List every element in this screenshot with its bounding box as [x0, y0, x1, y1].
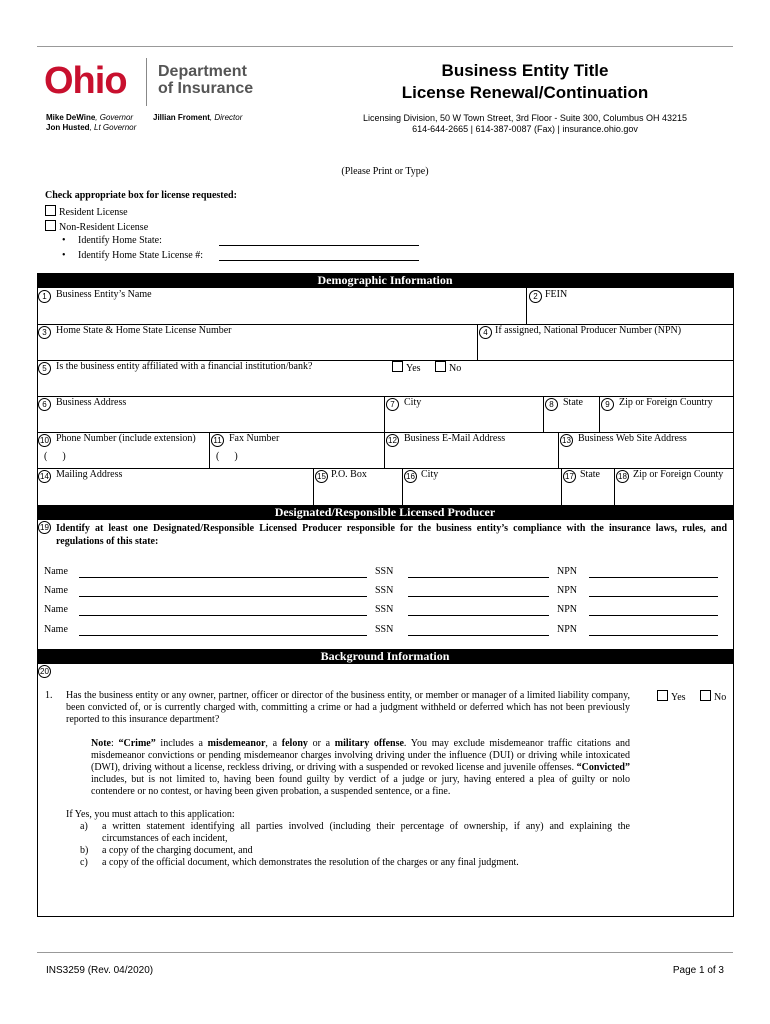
po-box-label: P.O. Box: [331, 469, 367, 480]
producer-npn-input[interactable]: [589, 596, 718, 597]
mailing-zip-label: Zip or Foreign County: [633, 469, 724, 480]
field-number-16: 16: [404, 470, 417, 483]
note-text: :: [111, 738, 119, 749]
divider: [402, 468, 403, 505]
divider: [599, 396, 600, 432]
officials-left: [46, 113, 136, 133]
fein-label: FEIN: [545, 289, 568, 300]
divider: [384, 432, 385, 468]
resident-license-option[interactable]: [45, 205, 128, 218]
divider: [543, 396, 544, 432]
dept-line-1: Department: [158, 63, 247, 80]
governor: Mike DeWine, Governor: [46, 113, 134, 122]
website-label: Business Web Site Address: [578, 433, 687, 444]
paren: ): [234, 451, 238, 462]
home-state-license-item: • Identify Home State License #:: [62, 250, 203, 261]
felony-term: felony: [281, 738, 308, 749]
npn-label: NPN: [557, 624, 578, 635]
paren: (: [216, 451, 220, 462]
producer-name-input[interactable]: [79, 635, 367, 636]
military-term: military offense: [334, 738, 404, 749]
ohio-logo: Ohio: [44, 60, 127, 102]
crime-note: [91, 738, 630, 798]
resident-checkbox[interactable]: [45, 205, 56, 216]
field-number-9: 9: [601, 398, 614, 411]
crime-term: “Crime”: [118, 738, 156, 749]
name-label: Name: [44, 585, 68, 596]
question-no[interactable]: [700, 690, 726, 703]
form-id: INS3259 (Rev. 04/2020): [46, 965, 154, 976]
field-number-2: 2: [529, 290, 542, 303]
field-number-8: 8: [545, 398, 558, 411]
affiliation-no[interactable]: [435, 361, 461, 374]
attachment-b: a copy of the charging document, and: [102, 845, 253, 856]
top-rule: [37, 46, 733, 47]
contact-line: 614-644-2665 | 614-387-0087 (Fax) | insurance.ohio.gov: [412, 124, 638, 134]
field-number-10: 10: [38, 434, 51, 447]
no-label: No: [714, 692, 727, 703]
director: Jillian Froment, Director: [153, 113, 243, 122]
producer-ssn-input[interactable]: [408, 635, 549, 636]
home-state-item: • Identify Home State:: [62, 235, 162, 246]
field-number-1: 1: [38, 290, 51, 303]
city-label: City: [404, 397, 422, 408]
name-label: Name: [44, 566, 68, 577]
producer-ssn-input[interactable]: [408, 615, 549, 616]
logo-divider: [146, 58, 147, 106]
business-address-label: Business Address: [56, 397, 127, 408]
question-yes[interactable]: [657, 690, 686, 703]
ssn-label: SSN: [375, 604, 394, 615]
ssn-label: SSN: [375, 624, 394, 635]
divider: [614, 468, 615, 505]
field-number-20: 20: [38, 665, 51, 678]
producer-ssn-input[interactable]: [408, 577, 549, 578]
producer-npn-input[interactable]: [589, 615, 718, 616]
nonresident-checkbox[interactable]: [45, 220, 56, 231]
nonresident-license-option[interactable]: [45, 220, 148, 233]
convicted-term: “Convicted”: [576, 762, 630, 773]
note-text: . You may exclude misdemeanor traffic citations and misdemeanor convictions or pending misdemeanor charges involving driving under the influence (DUI) or driving while intoxicated (DWI), driving without a license, reckless driving, or driving with a suspended or revoked license and juvenile offenses.: [91, 738, 630, 773]
attachment-a-label: a): [80, 821, 88, 832]
ssn-label: SSN: [375, 585, 394, 596]
paren: ): [62, 451, 66, 462]
if-yes-instruction: If Yes, you must attach to this application:: [66, 809, 235, 820]
home-state-license-input[interactable]: [219, 260, 419, 261]
divider: [526, 288, 527, 324]
divider: [561, 468, 562, 505]
home-state-license-label: Identify Home State License #:: [78, 250, 203, 261]
field-number-12: 12: [386, 434, 399, 447]
zip-label: Zip or Foreign Country: [619, 397, 713, 408]
attachment-c-label: c): [80, 857, 88, 868]
field-number-18: 18: [616, 470, 629, 483]
criminal-history-question: Has the business entity or any owner, partner, officer or director of the business entity, or member or manager of a limited liability company, been convicted of, or is currently charged with, committing a crime or had a judgment withheld or deferred which has not been previously reported to this insurance department?: [66, 690, 630, 725]
department-name: [158, 63, 253, 97]
nonresident-label: Non-Resident License: [59, 222, 149, 233]
npn-label: NPN: [557, 566, 578, 577]
field-number-14: 14: [38, 470, 51, 483]
note-text: includes, but is not limited to, having been found guilty by verdict of a judge or jury, having entered a plea of guilty or nolo contendere or no contest, or having been given probation, a suspended sentence, or a fine.: [91, 774, 630, 797]
page-number: Page 1 of 3: [672, 965, 724, 976]
row-divider: [37, 468, 733, 469]
name-label: Name: [44, 604, 68, 615]
background-header: Background Information: [37, 649, 733, 664]
no-label: No: [449, 363, 462, 374]
question-no-checkbox[interactable]: [700, 690, 711, 701]
mailing-city-label: City: [421, 469, 439, 480]
npn-label: If assigned, National Producer Number (NPN): [495, 325, 682, 336]
note-text: includes a: [155, 738, 208, 749]
home-state-license-number-label: Home State & Home State License Number: [56, 325, 232, 336]
fax-area-code[interactable]: [216, 451, 238, 462]
attachment-a: a written statement identifying all parties involved (including their percentage of ownership, if any) and explaining the circumstances of each incident,: [102, 821, 630, 844]
business-name-label: Business Entity’s Name: [56, 289, 152, 300]
home-state-input[interactable]: [219, 245, 419, 246]
title-line-2: License Renewal/Continuation: [401, 83, 649, 102]
producer-header: Designated/Responsible Licensed Producer: [37, 505, 733, 520]
producer-ssn-input[interactable]: [408, 596, 549, 597]
demographic-header: Demographic Information: [37, 273, 733, 288]
affiliation-question: Is the business entity affiliated with a financial institution/bank?: [56, 361, 313, 372]
divider: [384, 396, 385, 432]
divider: [313, 468, 314, 505]
npn-label: NPN: [557, 604, 578, 615]
field-number-15: 15: [315, 470, 328, 483]
divider: [558, 432, 559, 468]
footer-rule: [37, 952, 733, 953]
producer-npn-input[interactable]: [589, 635, 718, 636]
producer-name-input[interactable]: [79, 615, 367, 616]
divider: [209, 432, 210, 468]
mailing-address-label: Mailing Address: [56, 469, 123, 480]
ssn-label: SSN: [375, 566, 394, 577]
name-label: Name: [44, 624, 68, 635]
field-number-7: 7: [386, 398, 399, 411]
attachment-b-label: b): [80, 845, 89, 856]
producer-intro: Identify at least one Designated/Responsible Licensed Producer responsible for the business entity’s compliance with the insurance laws, rules, and regulations of this state:: [56, 523, 727, 547]
field-number-13: 13: [560, 434, 573, 447]
field-number-4: 4: [479, 326, 492, 339]
title-line-1: Business Entity Title: [441, 61, 609, 80]
divider: [477, 324, 478, 360]
producer-npn-input[interactable]: [589, 577, 718, 578]
address-line: Licensing Division, 50 W Town Street, 3rd Floor - Suite 300, Columbus OH 43215: [363, 113, 687, 123]
field-number-3: 3: [38, 326, 51, 339]
field-number-17: 17: [563, 470, 576, 483]
field-number-19: 19: [38, 521, 51, 534]
producer-name-input[interactable]: [79, 577, 367, 578]
yes-label: Yes: [406, 363, 421, 374]
form-title: [330, 60, 720, 104]
question-yes-checkbox[interactable]: [657, 690, 668, 701]
affiliation-yes-checkbox[interactable]: [392, 361, 403, 372]
print-note: (Please Print or Type): [341, 166, 429, 177]
state-label: State: [563, 397, 583, 408]
attachment-c: a copy of the official document, which demonstrates the resolution of the charges or any final judgment.: [102, 857, 519, 868]
npn-label: NPN: [557, 585, 578, 596]
misdemeanor-term: misdemeanor: [207, 738, 266, 749]
fax-label: Fax Number: [229, 433, 280, 444]
affiliation-yes[interactable]: [392, 361, 421, 374]
check-label: Check appropriate box for license requested:: [45, 190, 237, 201]
note-text: or a: [307, 738, 335, 749]
note-label: Note: [91, 738, 111, 749]
field-number-5: 5: [38, 362, 51, 375]
mailing-state-label: State: [580, 469, 600, 480]
field-number-11: 11: [211, 434, 224, 447]
division-address: [320, 113, 730, 135]
question-number: 1.: [45, 690, 53, 701]
paren: (: [44, 451, 48, 462]
lt-governor: Jon Husted, Lt Governor: [46, 123, 137, 132]
dept-line-2: of Insurance: [158, 80, 254, 97]
email-label: Business E-Mail Address: [404, 433, 506, 444]
producer-name-input[interactable]: [79, 596, 367, 597]
phone-label: Phone Number (include extension): [56, 433, 196, 444]
yes-label: Yes: [671, 692, 686, 703]
note-text: , a: [265, 738, 282, 749]
resident-label: Resident License: [59, 207, 128, 218]
phone-area-code[interactable]: [44, 451, 66, 462]
home-state-label: Identify Home State:: [78, 235, 162, 246]
affiliation-no-checkbox[interactable]: [435, 361, 446, 372]
field-number-6: 6: [38, 398, 51, 411]
